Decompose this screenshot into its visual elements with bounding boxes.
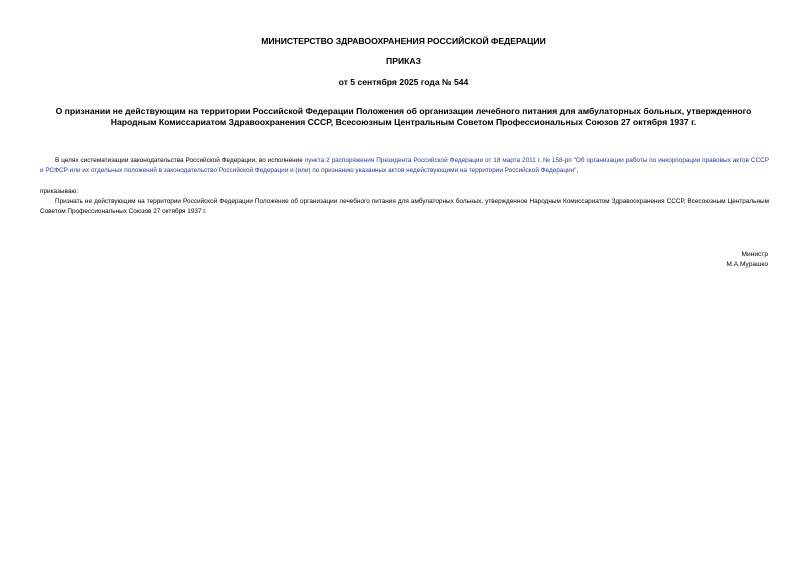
document-title: О признании не действующим на территории Российской Федерации Положения об организации лечебного питания для амбулаторных больных, утвержденного Народным Комиссариатом Здравоохранения СССР, Всесоюзным Центральным Советом Профессиональных Союзов 27 октября 1937 г. <box>55 106 752 127</box>
document-date-number: от 5 сентября 2025 года № 544 <box>338 77 469 87</box>
preamble-suffix: , <box>576 167 579 174</box>
document-type: ПРИКАЗ <box>386 56 421 66</box>
signatory-name: М.А.Мурашко <box>726 261 768 268</box>
ministry-heading: МИНИСТЕРСТВО ЗДРАВООХРАНЕНИЯ РОССИЙСКОЙ ФЕДЕРАЦИИ <box>261 36 546 46</box>
signature-block <box>726 250 768 270</box>
decree-paragraph: Признать не действующим на территории Российской Федерации Положение об организации лечебного питания для амбулаторных больных, утвержденное Народным Комиссариатом Здравоохранения СССР, Всесоюзным Центральным Советом Профессиональных Союзов 27 октября 1937 г. <box>40 198 769 215</box>
preamble-paragraph <box>40 156 769 176</box>
presidential-order-link[interactable]: пункта 2 распоряжения Президента Российской Федерации от 18 марта 2011 г. № 158-рп "Об организации работы по инкорпорации правовых актов СССР и РСФСР или их отдельных положений в законодательство Российской Федерации и (или) по признанию указанных актов недействующими на территории Российской Федерации" <box>40 157 769 174</box>
signatory-position: Министр <box>741 251 768 258</box>
preamble-prefix: В целях систематизации законодательства Российской Федерации, во исполнение <box>55 157 305 164</box>
order-word: приказываю: <box>40 188 78 195</box>
